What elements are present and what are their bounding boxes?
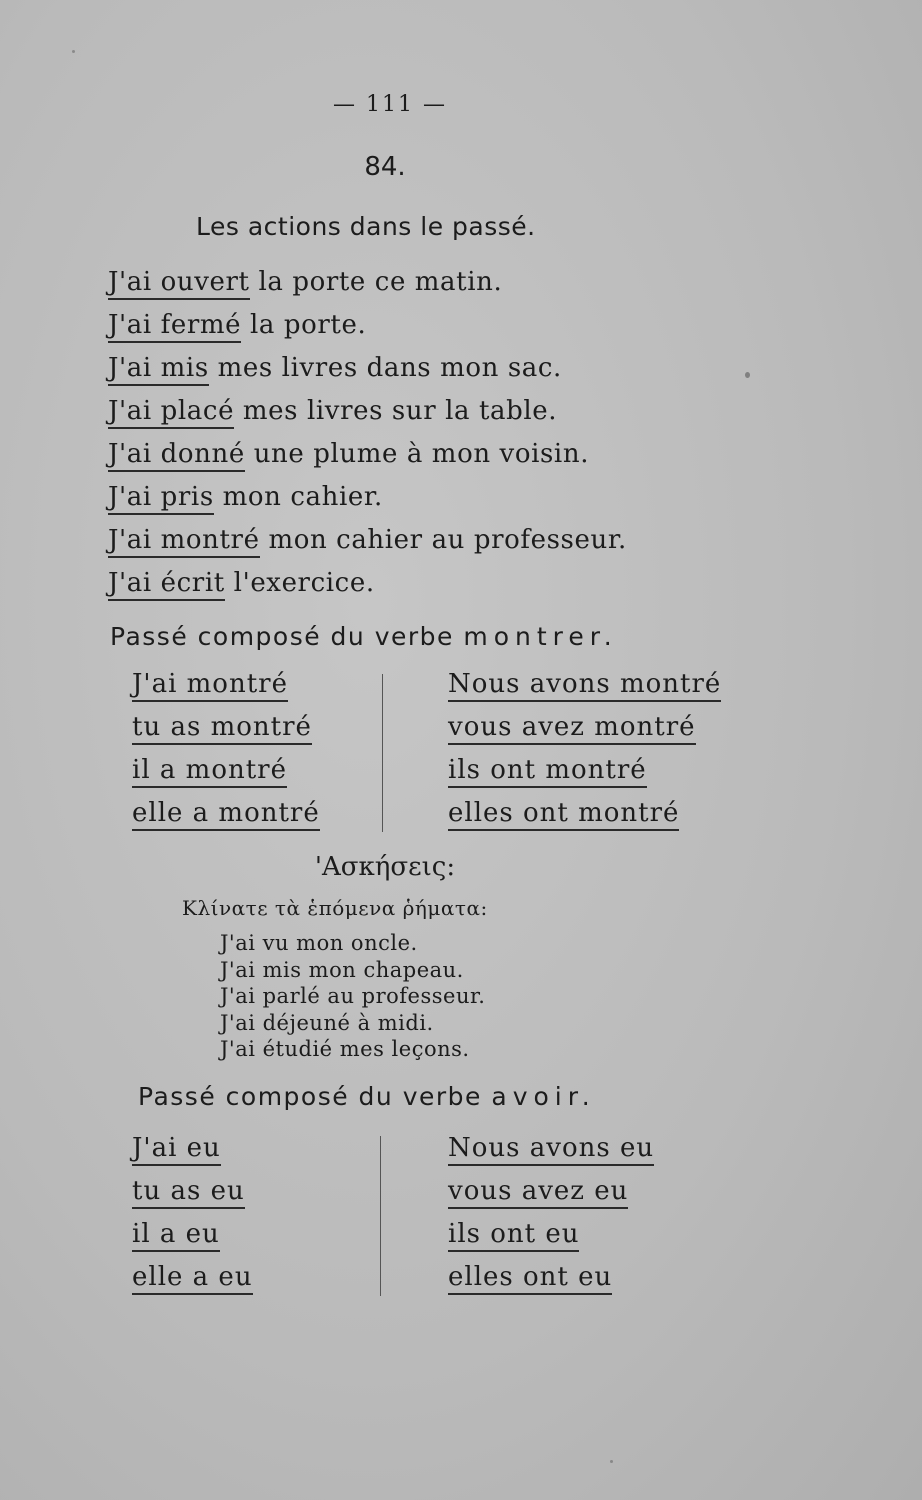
sentence-line bbox=[108, 522, 627, 565]
conj-row bbox=[448, 1216, 654, 1259]
heading-prefix: Passé composé du verbe bbox=[138, 1082, 482, 1111]
sentence-verb: J'ai placé bbox=[108, 395, 234, 429]
sentence-line bbox=[108, 350, 627, 393]
avoir-plural-column bbox=[448, 1130, 654, 1302]
conj-row bbox=[448, 1130, 654, 1173]
column-divider bbox=[382, 674, 383, 832]
conj-row bbox=[132, 1173, 253, 1216]
exercises-instruction: Κλίνατε τὰ ἑπόμενα ῥήματα: bbox=[182, 896, 488, 920]
sentence-line bbox=[108, 393, 627, 436]
conj-row bbox=[132, 666, 320, 709]
avoir-singular-column bbox=[132, 1130, 253, 1302]
conj-row bbox=[132, 709, 320, 752]
conj-form: il a eu bbox=[132, 1218, 220, 1252]
sentence-rest: une plume à mon voisin. bbox=[244, 439, 590, 469]
conj-form: elles ont montré bbox=[448, 797, 679, 831]
exercise-item: J'ai mis mon chapeau. bbox=[220, 957, 464, 982]
exercises-heading: 'Ασκήσεις: bbox=[314, 852, 456, 882]
conj-form: ils ont montré bbox=[448, 754, 647, 788]
montrer-plural-column bbox=[448, 666, 721, 838]
conj-form: tu as montré bbox=[132, 711, 312, 745]
exercises-list bbox=[220, 930, 485, 1063]
sentence-line bbox=[108, 479, 627, 522]
montrer-singular-column bbox=[132, 666, 320, 838]
sentence-list bbox=[108, 264, 627, 608]
sentence-rest: mon cahier. bbox=[213, 482, 383, 512]
sentence-verb: J'ai pris bbox=[108, 481, 214, 515]
exercise-item: J'ai étudié mes leçons. bbox=[220, 1037, 470, 1061]
conj-form: elle a montré bbox=[132, 797, 320, 831]
exercise-item: J'ai parlé au professeur. bbox=[220, 984, 486, 1008]
sentence-line bbox=[108, 264, 627, 307]
heading-verb: avoir. bbox=[491, 1082, 596, 1111]
conj-form: vous avez eu bbox=[448, 1175, 628, 1209]
conj-row bbox=[132, 1259, 253, 1302]
sentence-rest: l'exercice. bbox=[224, 568, 375, 598]
sentence-rest: mes livres sur la table. bbox=[234, 396, 558, 426]
paper-speck bbox=[610, 1460, 613, 1463]
paper-speck bbox=[745, 372, 750, 378]
conj-form: Nous avons montré bbox=[448, 668, 721, 702]
sentence-rest: mon cahier au professeur. bbox=[259, 525, 627, 555]
conj-row bbox=[132, 752, 320, 795]
conj-form: il a montré bbox=[132, 754, 287, 788]
paper-speck bbox=[72, 50, 75, 53]
sentence-rest: la porte. bbox=[241, 310, 367, 340]
conj-row bbox=[448, 1259, 654, 1302]
sentence-verb: J'ai fermé bbox=[108, 309, 241, 343]
conj-form: J'ai eu bbox=[132, 1132, 221, 1166]
column-divider bbox=[380, 1136, 381, 1296]
conj-row bbox=[448, 752, 721, 795]
sentence-verb: J'ai donné bbox=[108, 438, 245, 472]
sentence-line bbox=[108, 436, 627, 479]
conj-row bbox=[132, 1216, 253, 1259]
heading-avoir bbox=[138, 1082, 596, 1111]
conj-row bbox=[448, 709, 721, 752]
exercise-item: J'ai déjeuné à midi. bbox=[220, 1010, 434, 1035]
conj-form: tu as eu bbox=[132, 1175, 245, 1209]
conj-row bbox=[132, 1130, 253, 1173]
conj-form: elle a eu bbox=[132, 1261, 253, 1295]
conj-row bbox=[448, 666, 721, 709]
conj-form: elles ont eu bbox=[448, 1261, 612, 1295]
sentence-verb: J'ai écrit bbox=[108, 567, 225, 601]
conj-row bbox=[132, 795, 320, 838]
conj-form: J'ai montré bbox=[132, 668, 288, 702]
sentence-rest: mes livres dans mon sac. bbox=[208, 353, 562, 383]
heading-montrer bbox=[110, 622, 618, 651]
page-number: — 111 — bbox=[333, 92, 447, 117]
conj-form: ils ont eu bbox=[448, 1218, 579, 1252]
conj-form: Nous avons eu bbox=[448, 1132, 654, 1166]
sentence-verb: J'ai montré bbox=[108, 524, 260, 558]
sentence-rest: la porte ce matin. bbox=[249, 267, 503, 297]
exercise-item: J'ai vu mon oncle. bbox=[220, 931, 418, 955]
sentence-line bbox=[108, 307, 627, 350]
conj-row bbox=[448, 795, 721, 838]
sentence-verb: J'ai mis bbox=[108, 352, 209, 386]
conj-row bbox=[448, 1173, 654, 1216]
sentence-verb: J'ai ouvert bbox=[108, 266, 250, 300]
lesson-number: 84. bbox=[364, 152, 406, 182]
heading-verb: montrer. bbox=[463, 622, 618, 651]
conj-form: vous avez montré bbox=[448, 711, 696, 745]
lesson-title: Les actions dans le passé. bbox=[196, 212, 536, 241]
heading-prefix: Passé composé du verbe bbox=[110, 622, 454, 651]
sentence-line bbox=[108, 565, 627, 608]
